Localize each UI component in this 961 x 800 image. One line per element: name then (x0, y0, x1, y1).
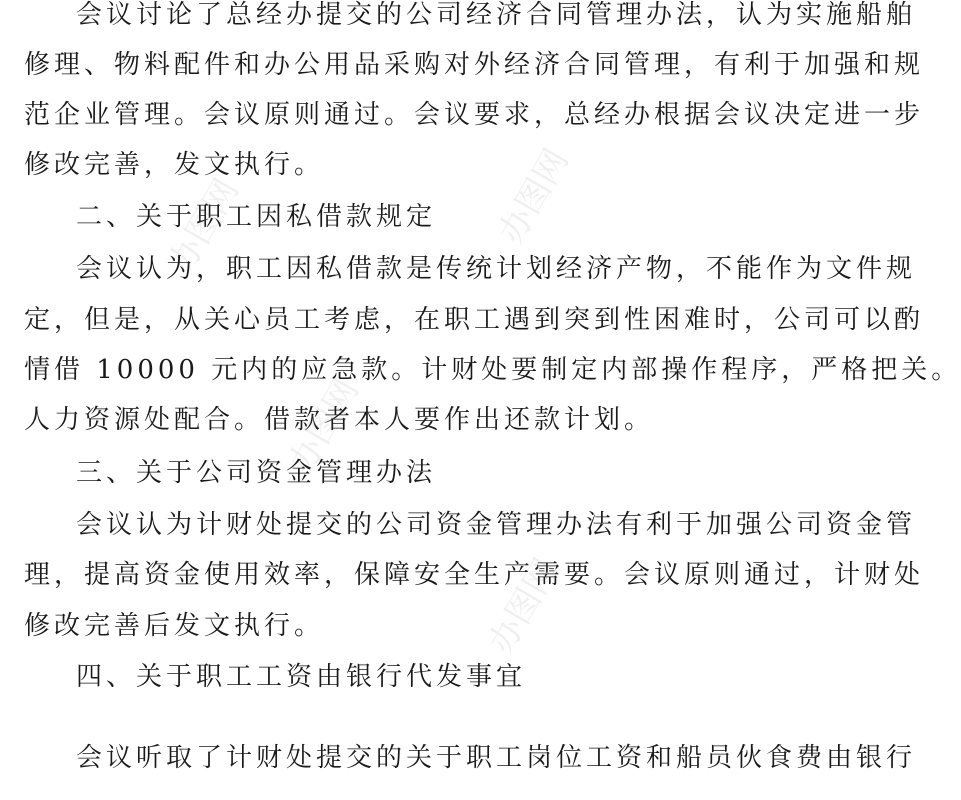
paragraph-line: 修理、物料配件和办公用品采购对外经济合同管理，有利于加强和规 (24, 50, 925, 80)
paragraph-line: 会议听取了计财处提交的关于职工岗位工资和船员伙食费由银行 (76, 743, 917, 773)
section-heading: 三、关于公司资金管理办法 (76, 458, 437, 488)
paragraph-line: 会议认为，职工因私借款是传统计划经济产物，不能作为文件规 (76, 254, 917, 284)
section-heading: 二、关于职工因私借款规定 (76, 202, 437, 232)
paragraph-line: 会议讨论了总经办提交的公司经济合同管理办法，认为实施船舶 (76, 0, 917, 30)
paragraph-line: 情借 10000 元内的应急款。计财处要制定内部操作程序，严格把关。 (24, 355, 961, 385)
paragraph-line: 理，提高资金使用效率，保障安全生产需要。会议原则通过，计财处 (24, 560, 925, 590)
watermark: 办图网 (281, 372, 367, 481)
paragraph-line: 会议认为计财处提交的公司资金管理办法有利于加强公司资金管 (76, 510, 917, 540)
section-heading: 四、关于职工工资由银行代发事宜 (76, 662, 527, 692)
paragraph-line: 人力资源处配合。借款者本人要作出还款计划。 (24, 405, 655, 435)
paragraph-line: 修改完善后发文执行。 (24, 611, 325, 641)
paragraph-line: 定，但是，从关心员工考虑，在职工遇到突到性困难时，公司可以酌 (24, 305, 925, 335)
watermark: 办图网 (481, 552, 567, 661)
watermark: 办图网 (161, 172, 247, 281)
paragraph-line: 范企业管理。会议原则通过。会议要求，总经办根据会议决定进一步 (24, 100, 925, 130)
watermark: 办图网 (491, 142, 577, 251)
paragraph-line: 修改完善，发文执行。 (24, 150, 325, 180)
